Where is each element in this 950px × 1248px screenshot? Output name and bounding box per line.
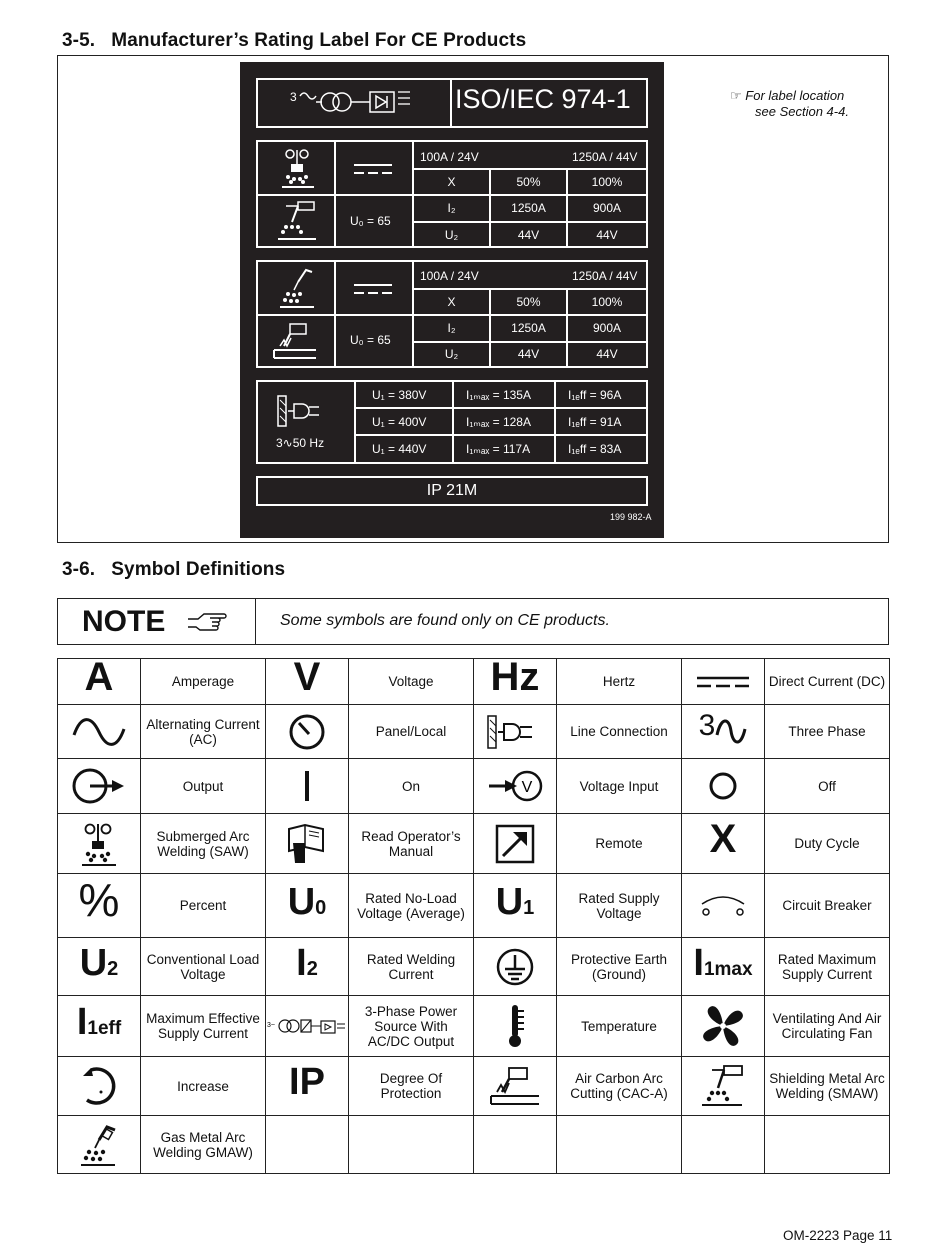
empty-cell	[557, 1116, 682, 1174]
supply-cell: I₁ₘₐₓ = 128A	[466, 415, 531, 429]
note-box	[57, 598, 889, 645]
supply-cell: U₁ = 400V	[372, 415, 427, 429]
symbol-label: Submerged Arc Welding (SAW)	[141, 814, 266, 874]
gmaw-icon	[276, 266, 318, 310]
pointing-hand-icon: ☞	[730, 88, 742, 103]
symbol-label: Off	[765, 759, 890, 814]
symbol-label: 3-Phase Power Source With AC/DC Output	[349, 996, 474, 1057]
symbol-label: Maximum Effective Supply Current	[141, 996, 266, 1057]
panel2-u0: U₀ = 65	[350, 333, 391, 347]
u1-icon: U1	[474, 874, 557, 938]
hertz-icon: Hz	[474, 659, 557, 705]
output-icon	[58, 759, 141, 814]
panel2-cell: X	[447, 295, 456, 309]
u0-icon: U0	[266, 874, 349, 938]
symbol-label: Line Connection	[557, 705, 682, 759]
panel2-cell: 44V	[596, 347, 618, 361]
symbol-label: Panel/Local	[349, 705, 474, 759]
dc-icon	[352, 282, 394, 296]
voltage-icon: V	[266, 659, 349, 705]
section-title-symbols: 3-6. Symbol Definitions	[62, 559, 286, 580]
panel2-range-high: 1250A / 44V	[572, 269, 638, 283]
circuit-breaker-icon	[682, 874, 765, 938]
panel-local-icon	[266, 705, 349, 759]
symbol-label: Percent	[141, 874, 266, 938]
page-footer: OM-2223 Page 11	[783, 1228, 893, 1243]
symbol-label: Degree Of Protection	[349, 1057, 474, 1116]
smaw-icon	[274, 200, 320, 242]
panel1-range-low: 100A / 24V	[420, 150, 479, 164]
protective-earth-icon	[474, 938, 557, 996]
temperature-icon	[474, 996, 557, 1057]
symbol-label: Rated No-Load Voltage (Average)	[349, 874, 474, 938]
read-manual-icon	[266, 814, 349, 874]
alternating-current-icon	[58, 705, 141, 759]
symbol-label: Rated Supply Voltage	[557, 874, 682, 938]
symbol-label: Rated Welding Current	[349, 938, 474, 996]
panel2-cell: 1250A	[511, 321, 546, 335]
note-text: Some symbols are found only on CE products.	[280, 612, 610, 629]
percent-icon: %	[58, 874, 141, 938]
symbol-label: Conventional Load Voltage	[141, 938, 266, 996]
cac-a-icon	[270, 320, 320, 362]
duty-cycle-icon: X	[682, 814, 765, 874]
panel1-cell: 50%	[516, 175, 541, 189]
i1max-icon: I1max	[682, 938, 765, 996]
symbol-label: Temperature	[557, 996, 682, 1057]
symbol-definitions-table	[57, 655, 890, 1174]
symbol-label: Read Operator’s Manual	[349, 814, 474, 874]
panel2-cell: I₂	[447, 321, 456, 335]
symbol-label: Direct Current (DC)	[765, 659, 890, 705]
panel1-cell: 900A	[592, 201, 622, 215]
symbol-label: Alternating Current (AC)	[141, 705, 266, 759]
note-label: NOTE	[82, 605, 166, 638]
panel1-cell: U₂	[444, 228, 459, 242]
panel2-cell: U₂	[444, 347, 459, 361]
voltage-input-icon	[474, 759, 557, 814]
cac-a-icon	[474, 1057, 557, 1116]
supply-cell: U₁ = 380V	[372, 388, 427, 402]
panel1-cell: 44V	[517, 228, 540, 242]
supply-frequency: 3∿50 Hz	[276, 436, 325, 450]
label-location-note	[730, 88, 849, 120]
rating-label-plate	[240, 62, 664, 538]
fan-icon	[682, 996, 765, 1057]
symbol-label: Air Carbon Arc Cutting (CAC-A)	[557, 1057, 682, 1116]
symbol-label: Gas Metal Arc Welding GMAW)	[141, 1116, 266, 1174]
supply-cell: I₁ₘₐₓ = 117A	[466, 442, 531, 456]
symbol-label: Protective Earth (Ground)	[557, 938, 682, 996]
panel2-cell: 44V	[517, 347, 540, 361]
off-icon	[682, 759, 765, 814]
transformer-rectifier-icon	[298, 86, 418, 118]
panel1-u0: U₀ = 65	[350, 214, 391, 228]
panel1-cell: I₂	[447, 201, 456, 215]
svg-text:V: V	[521, 779, 533, 796]
symbol-label: Voltage	[349, 659, 474, 705]
supply-cell: I₁ₘₐₓ = 135A	[466, 388, 531, 402]
i2-icon: I2	[266, 938, 349, 996]
symbol-label: Remote	[557, 814, 682, 874]
direct-current-icon	[682, 659, 765, 705]
empty-cell	[682, 1116, 765, 1174]
supply-cell: I₁ₑff = 83A	[568, 442, 622, 456]
smaw-icon	[682, 1057, 765, 1116]
symbol-label: Voltage Input	[557, 759, 682, 814]
symbol-label: Output	[141, 759, 266, 814]
empty-cell	[474, 1116, 557, 1174]
panel2-cell: 900A	[592, 321, 622, 335]
empty-cell	[765, 1116, 890, 1174]
symbol-label: On	[349, 759, 474, 814]
line-connection-icon	[474, 705, 557, 759]
saw-icon	[58, 814, 141, 874]
line-connection-icon	[274, 392, 338, 430]
gmaw-icon	[58, 1116, 141, 1174]
empty-cell	[349, 1116, 474, 1174]
supply-cell: I₁ₑff = 96A	[568, 388, 622, 402]
supply-cell: U₁ = 440V	[372, 442, 427, 456]
increase-icon	[58, 1057, 141, 1116]
part-number: 199 982-A	[610, 512, 652, 522]
saw-icon	[278, 146, 318, 190]
three-phase-power-source-icon	[266, 996, 349, 1057]
panel1-cell: 44V	[596, 228, 618, 242]
amperage-icon: A	[58, 659, 141, 705]
panel2-cell: 100%	[591, 295, 623, 309]
symbol-label: Ventilating And Air Circulating Fan	[765, 996, 890, 1057]
panel1-cell: X	[447, 175, 456, 189]
symbol-label: Shielding Metal Arc Welding (SMAW)	[765, 1057, 890, 1116]
symbol-label: Duty Cycle	[765, 814, 890, 874]
panel1-range-high: 1250A / 44V	[572, 150, 638, 164]
note-line-2: see Section 4-4.	[755, 104, 849, 119]
panel1-cell: 100%	[591, 175, 623, 189]
panel2-range-low: 100A / 24V	[420, 269, 479, 283]
empty-cell	[266, 1116, 349, 1174]
remote-icon	[474, 814, 557, 874]
three-phase-icon: 3	[682, 705, 765, 759]
panel2-cell: 50%	[516, 295, 541, 309]
symbol-label: Increase	[141, 1057, 266, 1116]
note-line-1: For label location	[745, 88, 845, 103]
section-title-rating-label: 3-5. Manufacturer’s Rating Label For CE Products	[62, 30, 527, 51]
svg-text:3~: 3~	[267, 1022, 275, 1029]
symbol-label: Hertz	[557, 659, 682, 705]
phase-mark: 3	[290, 90, 297, 104]
supply-cell: I₁ₑff = 91A	[568, 415, 622, 429]
ip-icon: IP	[266, 1057, 349, 1116]
symbol-label: Three Phase	[765, 705, 890, 759]
pointing-hand-icon	[186, 611, 228, 635]
symbol-label: Circuit Breaker	[765, 874, 890, 938]
panel1-cell: 1250A	[511, 201, 546, 215]
on-icon	[266, 759, 349, 814]
standard-text: ISO/IEC 974-1	[455, 84, 631, 114]
i1eff-icon: I1eff	[58, 996, 141, 1057]
symbol-label: Rated Maximum Supply Current	[765, 938, 890, 996]
u2-icon: U2	[58, 938, 141, 996]
dc-icon	[352, 162, 394, 176]
ip-rating: IP 21M	[426, 482, 478, 499]
symbol-label: Amperage	[141, 659, 266, 705]
